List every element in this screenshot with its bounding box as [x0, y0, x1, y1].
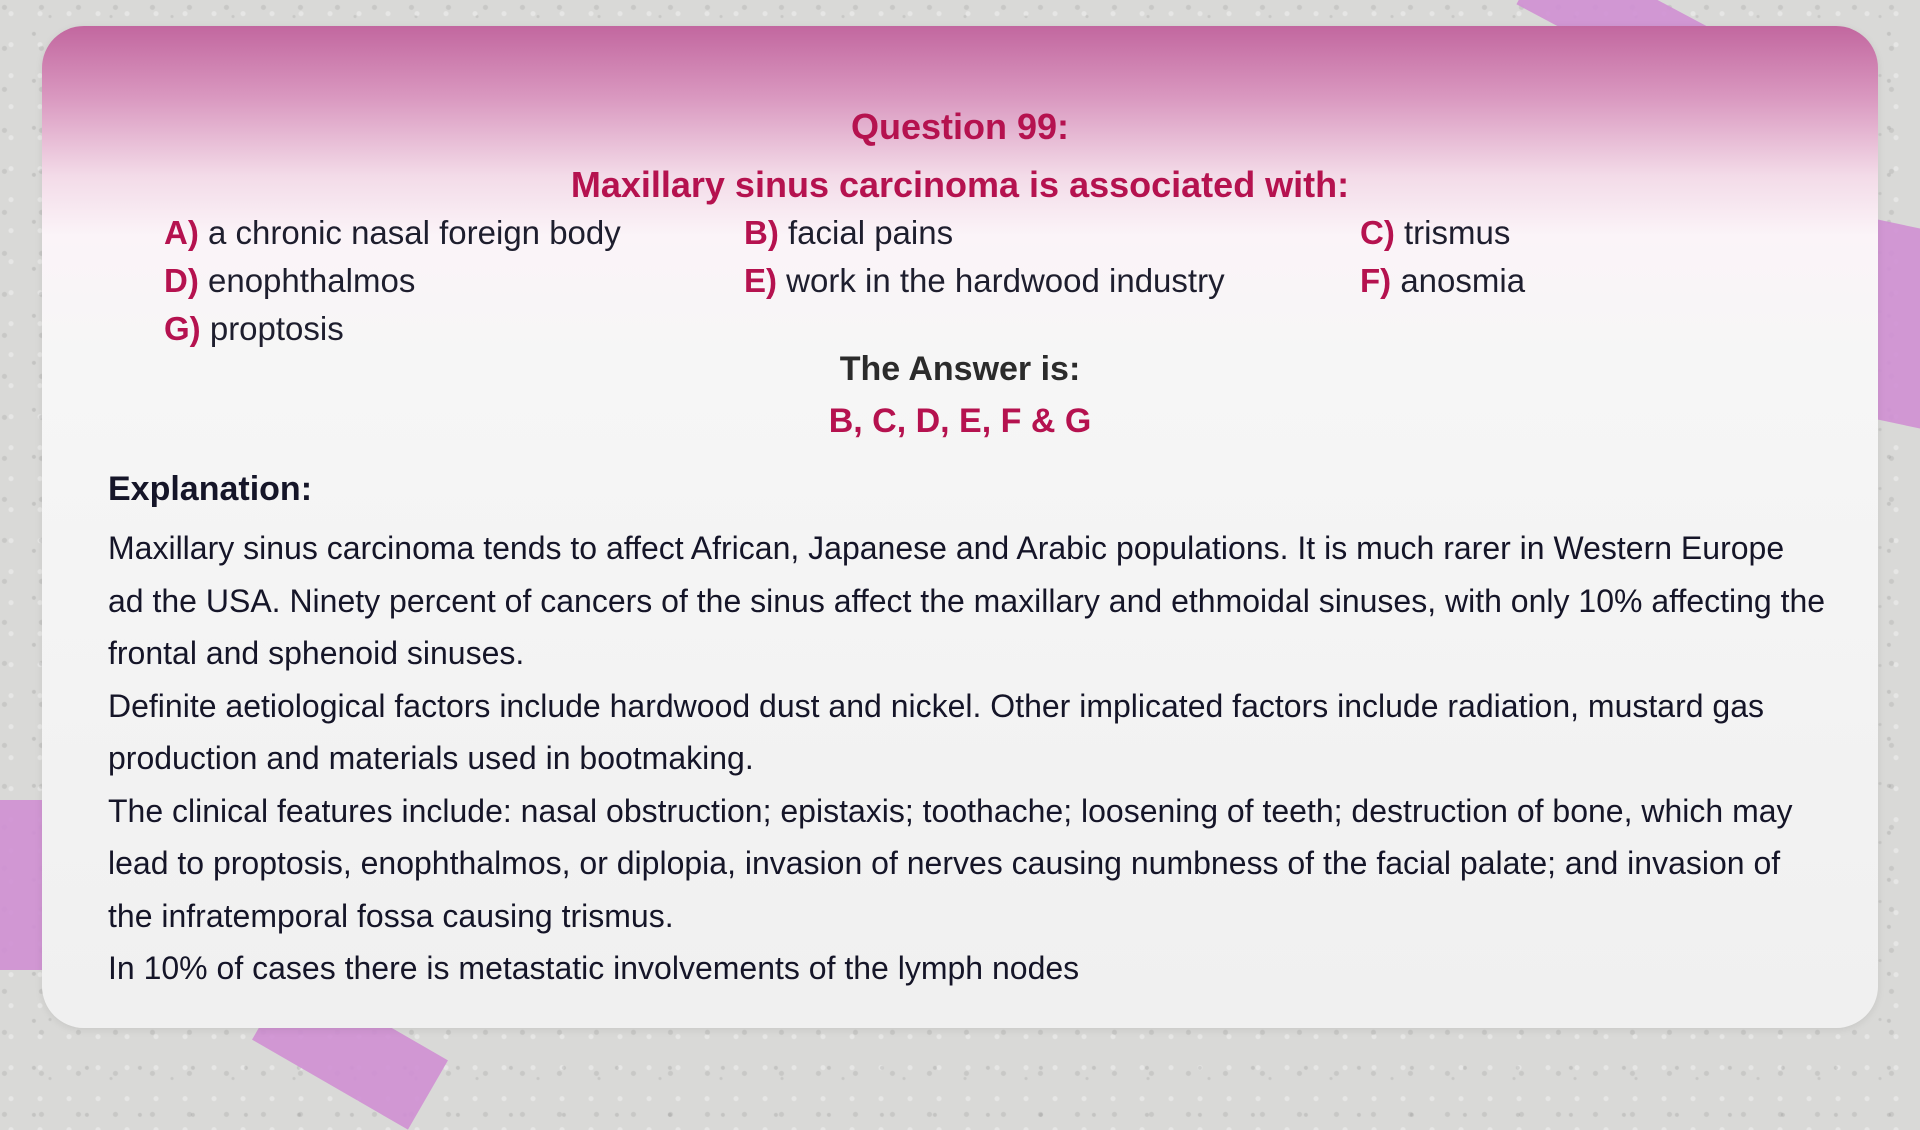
option-text: work in the hardwood industry [786, 262, 1225, 299]
option-letter: D) [164, 262, 199, 299]
option-letter: A) [164, 214, 199, 251]
option-letter: G) [164, 310, 201, 347]
option-text: a chronic nasal foreign body [208, 214, 621, 251]
option-text: facial pains [788, 214, 954, 251]
question-text: Maxillary sinus carcinoma is associated with: [570, 164, 1350, 205]
option-f [1360, 262, 1525, 300]
explanation-body [108, 522, 1828, 995]
explanation-heading: Explanation: [108, 470, 313, 508]
option-c [1360, 214, 1510, 252]
option-letter: F) [1360, 262, 1392, 299]
question-number: Question 99: [850, 106, 1070, 147]
explanation-paragraph: In 10% of cases there is metastatic involvements of the lymph nodes [108, 950, 1080, 986]
option-d [164, 262, 415, 300]
option-e [744, 262, 1225, 300]
explanation-paragraph: Definite aetiological factors include hardwood dust and nickel. Other implicated factors include radiation, mustard gas production and materials used in bootmaking. [108, 687, 1764, 776]
option-a [164, 214, 621, 252]
answer-label: The Answer is: [839, 350, 1081, 388]
option-text: proptosis [209, 310, 344, 347]
option-text: trismus [1404, 214, 1511, 251]
answer-value: B, C, D, E, F & G [828, 402, 1092, 440]
option-text: enophthalmos [208, 262, 416, 299]
question-card [42, 26, 1878, 1028]
option-letter: B) [744, 214, 779, 251]
option-g [164, 310, 344, 348]
option-b [744, 214, 953, 252]
option-letter: C) [1360, 214, 1395, 251]
explanation-paragraph: Maxillary sinus carcinoma tends to affect African, Japanese and Arabic populations. It is much rarer in Western Europe ad the USA. Ninety percent of cancers of the sinus affect the maxillary and ethmoidal sinuses, with only 10% affecting the frontal and sphenoid sinuses. [108, 530, 1826, 671]
option-text: anosmia [1400, 262, 1526, 299]
explanation-paragraph: The clinical features include: nasal obstruction; epistaxis; toothache; loosening of teeth; destruction of bone, which may lead to proptosis, enophthalmos, or diplopia, invasion of nerves causing numbness of the facial palate; and invasion of the infratemporal fossa causing trismus. [108, 792, 1793, 934]
option-letter: E) [744, 262, 777, 299]
